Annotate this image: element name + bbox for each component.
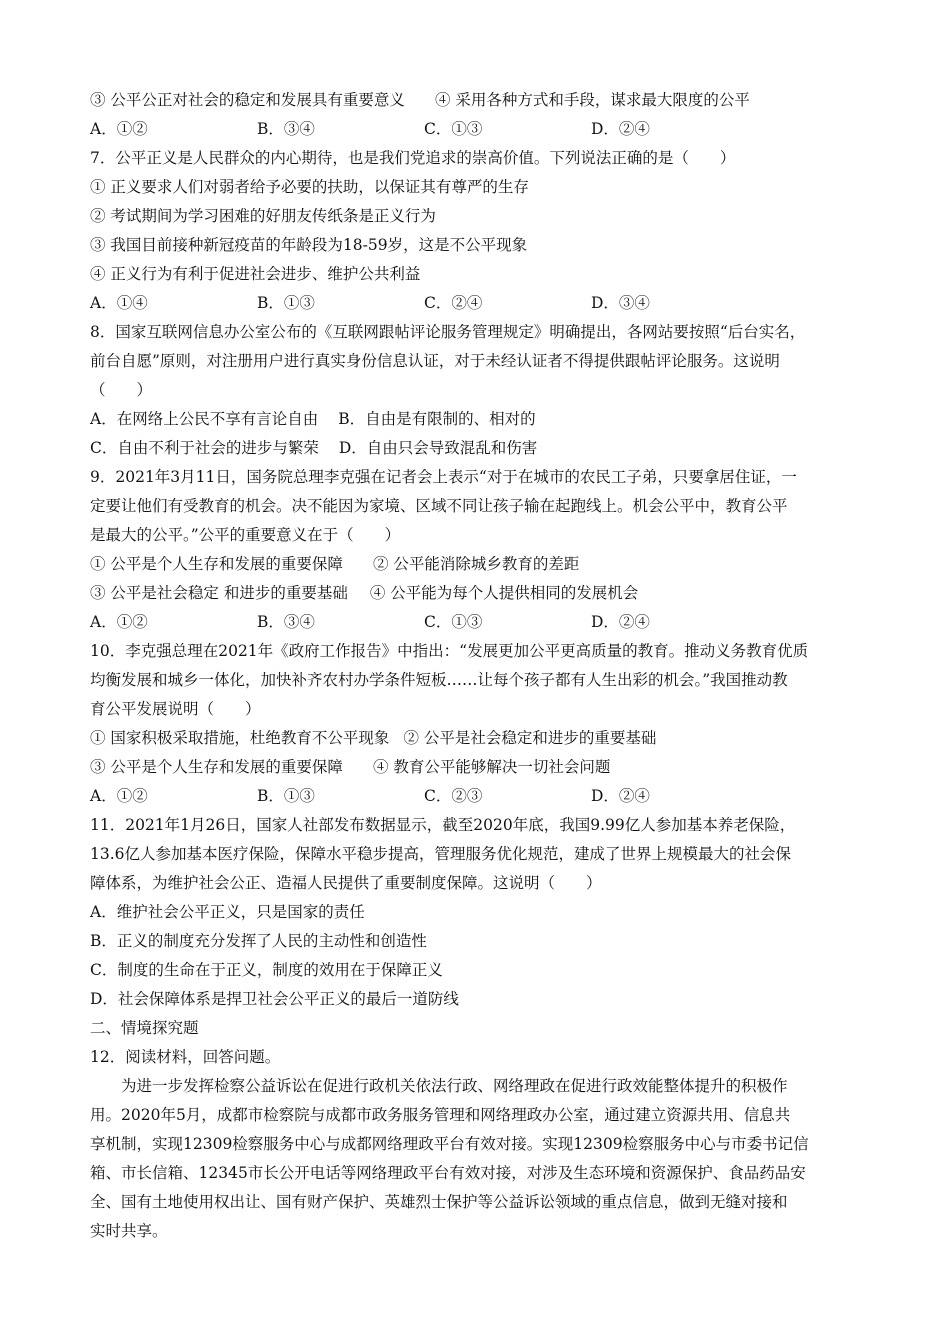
q8-option-a[interactable]: A．在网络上公民不享有言论自由 <box>90 410 319 428</box>
q9-statements-1-2 <box>90 550 870 579</box>
q10-options <box>90 782 870 811</box>
q11-stem-line-3: 障体系，为维护社会公正、造福人民提供了重要制度保障。这说明（ ） <box>90 874 602 892</box>
q12-material-line-3: 享机制，实现12309检察服务中心与成都网络理政平台有效对接。实现12309检察服务中心与市委书记信 <box>90 1135 809 1153</box>
q9-statement-1: ① 公平是个人生存和发展的重要保障 <box>90 555 343 573</box>
q10-option-a[interactable]: A．①② <box>90 787 148 805</box>
q11-option-a[interactable]: A．维护社会公平正义，只是国家的责任 <box>90 903 365 921</box>
q10-statement-2: ② 公平是社会稳定和进步的重要基础 <box>403 729 657 747</box>
q10-statements-1-2 <box>90 724 870 753</box>
q7-statement-4: ④ 正义行为有利于促进社会进步、维护公共利益 <box>90 265 421 283</box>
q12-material-line-1: 为进一步发挥检察公益诉讼在促进行政机关依法行政、网络理政在促进行政效能整体提升的积极作 <box>121 1077 788 1095</box>
q9-option-b[interactable]: B．③④ <box>257 613 315 631</box>
q11-option-d[interactable]: D．社会保障体系是捍卫社会公平正义的最后一道防线 <box>90 990 459 1008</box>
q6-statements-3-4 <box>90 86 870 115</box>
q9-stem-line-1: 9．2021年3月11日，国务院总理李克强在记者会上表示“对于在城市的农民工子弟，只要拿居住证，一 <box>90 468 797 486</box>
q10-option-d[interactable]: D．②④ <box>591 787 650 805</box>
q8-stem-line-3: （ ） <box>90 381 153 399</box>
q10-option-c[interactable]: C．②③ <box>424 787 483 805</box>
q6-option-a[interactable]: A．①② <box>90 120 148 138</box>
q8-option-b[interactable]: B．自由是有限制的、相对的 <box>338 410 536 428</box>
q9-statement-3: ③ 公平是社会稳定 和进步的重要基础 <box>90 584 348 602</box>
q11-stem-line-2: 13.6亿人参加基本医疗保险，保障水平稳步提高，管理服务优化规范，建成了世界上规模最大的社会保 <box>90 845 792 863</box>
q11-option-b[interactable]: B．正义的制度充分发挥了人民的主动性和创造性 <box>90 932 427 950</box>
q11-stem-line-1: 11．2021年1月26日，国家人社部发布数据显示，截至2020年底，我国9.99亿人参加基本养老保险， <box>90 816 796 834</box>
q12-material-line-2: 用。2020年5月，成都市检察院与成都市政务服务管理和网络理政办公室，通过建立资源共用、信息共 <box>90 1106 791 1124</box>
q8-options-ab <box>90 405 870 434</box>
q10-stem-line-2: 均衡发展和城乡一体化，加快补齐农村办学条件短板……让每个孩子都有人生出彩的机会。”我国推动教 <box>90 671 788 689</box>
q10-statements-3-4 <box>90 753 870 782</box>
q7-statement-2: ② 考试期间为学习困难的好朋友传纸条是正义行为 <box>90 207 436 225</box>
q6-option-b[interactable]: B．③④ <box>257 120 315 138</box>
q9-stem-line-2: 定要让他们有受教育的机会。决不能因为家境、区域不同让孩子输在起跑线上。机会公平中，教育公平 <box>90 497 788 515</box>
q7-option-c[interactable]: C．②④ <box>424 294 483 312</box>
q8-stem-line-1: 8．国家互联网信息办公室公布的《互联网跟帖评论服务管理规定》明确提出，各网站要按照“后台实名， <box>90 323 806 341</box>
q10-statement-4: ④ 教育公平能够解决一切社会问题 <box>372 758 611 776</box>
q10-option-b[interactable]: B．①③ <box>257 787 315 805</box>
q7-statement-1: ① 正义要求人们对弱者给予必要的扶助，以保证其有尊严的生存 <box>90 178 529 196</box>
q9-options <box>90 608 870 637</box>
q9-statements-3-4 <box>90 579 870 608</box>
q8-stem-line-2: 前台自愿”原则，对注册用户进行真实身份信息认证，对于未经认证者不得提供跟帖评论服务。这说明 <box>90 352 780 370</box>
q6-statement-3: ③ 公平公正对社会的稳定和发展具有重要意义 <box>90 91 405 109</box>
q10-stem-line-3: 育公平发展说明（ ） <box>90 700 261 718</box>
q9-option-c[interactable]: C．①③ <box>424 613 483 631</box>
q8-options-cd <box>90 434 870 463</box>
q11-option-c[interactable]: C．制度的生命在于正义，制度的效用在于保障正义 <box>90 961 443 979</box>
q10-stem-line-1: 10．李克强总理在2021年《政府工作报告》中指出：“发展更加公平更高质量的教育。推动义务教育优质 <box>90 642 809 660</box>
section-heading: 二、情境探究题 <box>90 1019 199 1037</box>
q12-material-line-4: 箱、市长信箱、12345市长公开电话等网络理政平台有效对接，对涉及生态环境和资源保护、食品药品安 <box>90 1164 806 1182</box>
q7-stem: 7．公平正义是人民群众的内心期待，也是我们党追求的崇高价值。下列说法正确的是（ ） <box>90 149 736 167</box>
q9-option-d[interactable]: D．②④ <box>591 613 650 631</box>
q10-statement-3: ③ 公平是个人生存和发展的重要保障 <box>90 758 343 776</box>
q9-statement-4: ④ 公平能为每个人提供相同的发展机会 <box>369 584 639 602</box>
q12-stem: 12．阅读材料，回答问题。 <box>90 1048 281 1066</box>
q7-option-a[interactable]: A．①④ <box>90 294 148 312</box>
q9-option-a[interactable]: A．①② <box>90 613 148 631</box>
exam-page <box>90 86 870 1246</box>
q7-option-b[interactable]: B．①③ <box>257 294 315 312</box>
q7-option-d[interactable]: D．③④ <box>591 294 650 312</box>
q8-option-c[interactable]: C．自由不利于社会的进步与繁荣 <box>90 439 319 457</box>
q10-statement-1: ① 国家积极采取措施，杜绝教育不公平现象 <box>90 729 390 747</box>
q6-option-d[interactable]: D．②④ <box>591 120 650 138</box>
q7-statement-3: ③ 我国目前接种新冠疫苗的年龄段为18-59岁，这是不公平现象 <box>90 236 528 254</box>
q9-statement-2: ② 公平能消除城乡教育的差距 <box>372 555 580 573</box>
q12-material-line-5: 全、国有土地使用权出让、国有财产保护、英雄烈士保护等公益诉讼领域的重点信息，做到无缝对接和 <box>90 1193 788 1211</box>
q6-statement-4: ④ 采用各种方式和手段，谋求最大限度的公平 <box>434 91 750 109</box>
q8-option-d[interactable]: D．自由只会导致混乱和伤害 <box>338 439 538 457</box>
q7-options <box>90 289 870 318</box>
q12-material-line-6: 实时共享。 <box>90 1222 168 1240</box>
q6-option-c[interactable]: C．①③ <box>424 120 483 138</box>
q6-options <box>90 115 870 144</box>
q9-stem-line-3: 是最大的公平。”公平的重要意义在于（ ） <box>90 526 401 544</box>
